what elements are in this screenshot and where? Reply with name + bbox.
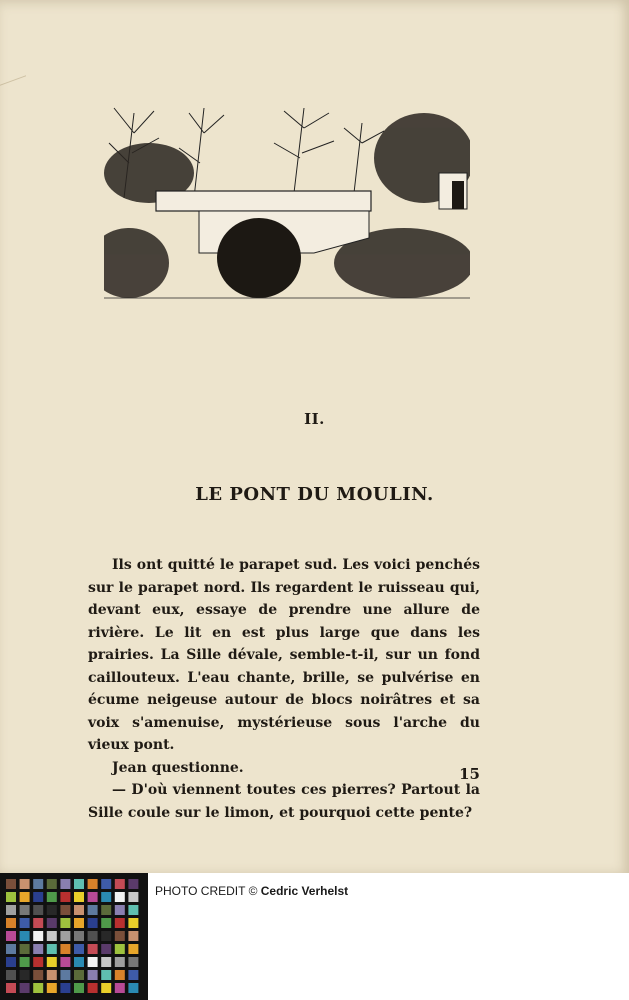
color-swatch bbox=[6, 905, 16, 915]
color-swatch bbox=[60, 905, 70, 915]
color-swatch bbox=[60, 970, 70, 980]
color-swatch bbox=[115, 944, 125, 954]
color-swatch bbox=[101, 918, 111, 928]
color-swatch bbox=[74, 957, 84, 967]
color-swatch bbox=[20, 905, 30, 915]
color-swatch bbox=[128, 879, 138, 889]
color-swatch bbox=[20, 918, 30, 928]
color-swatch bbox=[33, 944, 43, 954]
color-swatch bbox=[128, 944, 138, 954]
color-swatch bbox=[20, 944, 30, 954]
color-swatch bbox=[33, 957, 43, 967]
color-swatch bbox=[47, 879, 57, 889]
color-swatch bbox=[20, 970, 30, 980]
color-swatch bbox=[88, 957, 98, 967]
color-swatch bbox=[60, 983, 70, 993]
color-swatch bbox=[101, 944, 111, 954]
color-swatch bbox=[88, 983, 98, 993]
color-swatch bbox=[101, 931, 111, 941]
color-swatch bbox=[33, 892, 43, 902]
color-swatch bbox=[47, 957, 57, 967]
color-calibration-chart bbox=[0, 873, 148, 1000]
color-swatch bbox=[33, 983, 43, 993]
color-swatch bbox=[20, 957, 30, 967]
photo-credit-prefix: PHOTO CREDIT © bbox=[155, 884, 258, 898]
color-swatch bbox=[88, 944, 98, 954]
color-swatch bbox=[101, 983, 111, 993]
color-swatch bbox=[60, 918, 70, 928]
paragraph: — D'où viennent toutes ces pierres? Partout la Sille coule sur le limon, et pourquoi cette pente? bbox=[88, 782, 480, 821]
color-swatch bbox=[47, 918, 57, 928]
photo-credit-name: Cedric Verhelst bbox=[260, 884, 349, 898]
color-swatch bbox=[101, 957, 111, 967]
color-swatch bbox=[128, 957, 138, 967]
color-swatch bbox=[128, 905, 138, 915]
color-swatch bbox=[74, 879, 84, 889]
color-swatch bbox=[47, 905, 57, 915]
color-swatch bbox=[33, 918, 43, 928]
chapter-number: II. bbox=[304, 410, 325, 428]
color-swatch bbox=[115, 983, 125, 993]
color-swatch bbox=[33, 931, 43, 941]
color-swatch bbox=[128, 970, 138, 980]
color-swatch bbox=[115, 892, 125, 902]
color-swatch bbox=[33, 970, 43, 980]
color-swatch bbox=[128, 931, 138, 941]
color-swatch bbox=[33, 905, 43, 915]
color-swatch bbox=[6, 918, 16, 928]
color-swatch bbox=[88, 879, 98, 889]
color-swatch bbox=[88, 970, 98, 980]
color-swatch bbox=[101, 879, 111, 889]
color-swatch bbox=[47, 944, 57, 954]
color-swatch bbox=[101, 892, 111, 902]
color-swatch bbox=[60, 892, 70, 902]
color-swatch bbox=[6, 879, 16, 889]
paragraph: Ils ont quitté le parapet sud. Les voici penchés sur le parapet nord. Ils regardent le ruisseau qui, devant eux, essaye de prendre une allure de rivière. Le lit en est plus large que dans les prairies. La Sille dévale, semble-t-il, sur un fond caillouteux. L'eau chante, brille, se pulvérise en écume neigeuse autour de blocs noirâtres et sa voix s'amenuise, mystérieuse sous l'arche du vieux pont. bbox=[88, 557, 480, 753]
color-swatch bbox=[88, 892, 98, 902]
chapter-title: LE PONT DU MOULIN. bbox=[195, 484, 434, 505]
color-swatch bbox=[128, 983, 138, 993]
color-swatch bbox=[115, 879, 125, 889]
paragraph: Jean questionne. bbox=[112, 759, 244, 776]
color-swatch bbox=[6, 931, 16, 941]
color-swatch bbox=[60, 944, 70, 954]
page-fold-mark bbox=[0, 35, 26, 85]
color-swatch bbox=[101, 905, 111, 915]
color-swatch bbox=[33, 879, 43, 889]
color-swatch bbox=[115, 905, 125, 915]
color-swatch bbox=[6, 983, 16, 993]
color-swatch bbox=[74, 970, 84, 980]
color-swatch bbox=[6, 944, 16, 954]
color-swatch bbox=[47, 970, 57, 980]
color-swatch bbox=[47, 983, 57, 993]
photo-credit bbox=[155, 884, 348, 898]
color-swatch bbox=[74, 918, 84, 928]
color-swatch bbox=[47, 931, 57, 941]
color-swatch bbox=[101, 970, 111, 980]
color-swatch bbox=[74, 892, 84, 902]
color-swatch bbox=[115, 931, 125, 941]
body-text bbox=[88, 554, 480, 824]
page-number: 15 bbox=[459, 765, 480, 783]
color-swatch bbox=[74, 983, 84, 993]
color-swatch bbox=[20, 983, 30, 993]
color-swatch bbox=[88, 931, 98, 941]
color-swatch bbox=[20, 931, 30, 941]
color-swatch bbox=[74, 944, 84, 954]
color-swatch bbox=[115, 918, 125, 928]
color-swatch bbox=[60, 879, 70, 889]
color-swatch bbox=[115, 970, 125, 980]
color-swatch bbox=[115, 957, 125, 967]
color-swatch bbox=[20, 879, 30, 889]
color-swatch bbox=[6, 970, 16, 980]
color-swatch bbox=[128, 892, 138, 902]
color-swatch bbox=[6, 892, 16, 902]
color-swatch bbox=[47, 892, 57, 902]
color-swatch bbox=[20, 892, 30, 902]
color-swatch bbox=[74, 905, 84, 915]
color-swatch bbox=[88, 918, 98, 928]
bridge-illustration bbox=[104, 103, 470, 303]
color-swatch bbox=[6, 957, 16, 967]
color-swatch bbox=[60, 957, 70, 967]
color-swatch bbox=[74, 931, 84, 941]
color-swatch bbox=[60, 931, 70, 941]
color-swatch bbox=[128, 918, 138, 928]
color-swatch bbox=[88, 905, 98, 915]
